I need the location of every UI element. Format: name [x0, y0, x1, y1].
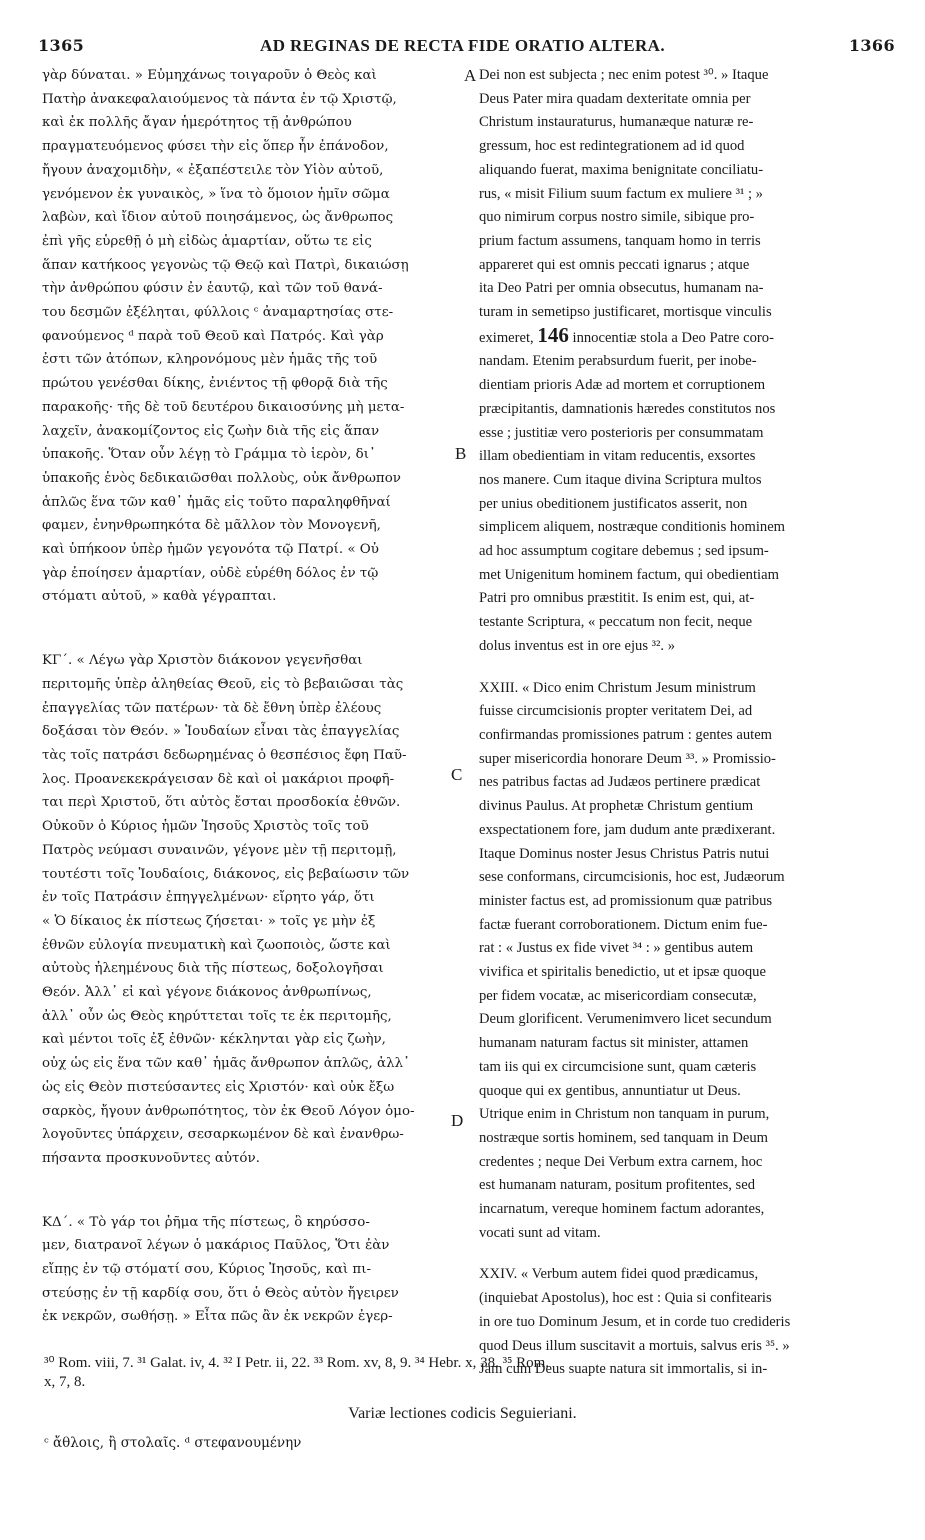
latin-block-2 [479, 677, 897, 1246]
text-line: γὰρ ἐποίησεν ἁμαρτίαν, οὐδὲ εὑρέθη δόλος ἐν τῷ [42, 565, 379, 581]
text-line: σαρκὸς, ἤγουν ἀνθρωπότητος, τὸν ἐκ Θεοῦ Λόγον ὁμο- [42, 1103, 415, 1119]
running-title: AD REGINAS DE RECTA FIDE ORATIO ALTERA. [260, 36, 665, 55]
text-line: ὑπακοῆς. Ὅταν οὖν λέγῃ τὸ Γράμμα τὸ ἱερὸν, δι᾽ [42, 447, 376, 463]
text-line: λαβὼν, καὶ ἴδιον αὐτοῦ ποιησάμενος, ὡς ἄνθρωπος [42, 210, 394, 226]
text-line: met Unigenitum hominem factum, qui obedientiam [479, 566, 779, 583]
text-line: aliquando fuerat, maxima benignitate conciliatu- [479, 161, 764, 178]
text-line: Deus Pater mira quadam dexteritate omnia per [479, 90, 751, 107]
text-line: καὶ ὑπήκοον ὑπὲρ ἡμῶν γεγονότα τῷ Πατρί. « Οὐ [42, 542, 379, 558]
text-line: ἐστι τῶν ἀτόπων, κληρονόμους μὲν ἡμᾶς τῆς τοῦ [42, 352, 378, 368]
text-line: ται περὶ Χριστοῦ, ὅτι αὐτὸς ἔσται προσδοκία ἐθνῶν. [42, 795, 401, 811]
margin-letter-c: C [451, 765, 463, 784]
text-line: fuisse circumcisionis propter veritatem Dei, ad [479, 703, 753, 720]
greek-block-3 [42, 1211, 460, 1330]
text-line: quod Deus illum suscitavit a mortuis, salvus eris ³⁵. » [479, 1337, 790, 1354]
text-line: exspectationem fore, jam dudum ante prædixerant. [479, 821, 776, 838]
text-line: quo nimirum corpus nostro simile, sibique pro- [479, 209, 755, 226]
text-line: Deum glorificent. Verumenimvero licet secundum [479, 1011, 772, 1028]
latin-block-1 [479, 64, 897, 659]
text-line: nes patribus factas ad Judæos pertinere prædicat [479, 774, 761, 791]
text-line: illam obedientiam in vitam reducentis, exsortes [479, 448, 756, 465]
text-line: turam in semetipso justificaret, mortisque vinculis [479, 304, 772, 321]
text-line: καὶ μέντοι τοῖς ἐξ ἐθνῶν· κέκληνται γὰρ εἰς ζωὴν, [42, 1032, 386, 1048]
text-line: Itaque Dominus noster Jesus Christus Patris nutui [479, 845, 770, 862]
text-line: γὰρ δύναται. » Εὐμηχάνως τοιγαροῦν ὁ Θεὸς καὶ [42, 68, 377, 83]
text-line: humanam naturam factus sit minister, attamen [479, 1035, 749, 1052]
text-line: δοξάσαι τὸν Θεόν. » Ἰουδαίων εἶναι τὰς ἐπαγγελίας [42, 724, 400, 740]
text-line: sese conformans, circumcisionis, hoc est, Judæorum [479, 869, 785, 886]
text-line: φαμεν, ἐνηνθρωπηκότα δὲ μᾶλλον τὸν Μονογενῆ, [42, 518, 381, 534]
text-line: ἐκ νεκρῶν, σωθήσῃ. » Εἶτα πῶς ἂν ἐκ νεκρῶν ἐγερ- [42, 1309, 393, 1325]
text-line: ὡς εἰς Θεὸν πιστεύσαντες εἰς Χριστόν· καὶ οὐκ ἔξω [42, 1079, 395, 1095]
text-line: nandam. Etenim perabsurdum fuerit, per inobe- [479, 353, 757, 370]
text-line: nostræque sortis hominem, sed tanquam in Deum [479, 1129, 769, 1146]
text-line: credentes ; neque Dei Verbum extra carnem, hoc [479, 1153, 763, 1170]
text-line: Jam cum Deus suapte natura sit immortalis, si in- [479, 1361, 768, 1378]
text-line: dientiam prioris Adæ ad mortem et corruptionem [479, 377, 766, 394]
text-fragment: innocentiæ stola a Deo Patre coro- [572, 329, 774, 346]
text-line: Christum instauraturus, humanæque naturæ re- [479, 114, 754, 131]
text-line: λαχεῖν, ἀνακομίζοντος εἰς ζωὴν διὰ τῆς εἰς ἅπαν [42, 423, 380, 439]
text-line: παρακοῆς· τῆς δὲ τοῦ δευτέρου δικαιοσύνης μὴ μετα- [42, 399, 405, 415]
text-line: Οὐκοῦν ὁ Κύριος ἡμῶν Ἰησοῦς Χριστὸς τοῖς τοῦ [42, 819, 369, 835]
text-line: ἐθνῶν εὐλογία πνευματικὴ καὶ ζωοποιὸς, ὥστε καὶ [42, 937, 391, 953]
text-line: Πατρὸς νεύμασι συναινῶν, γέγονε μὲν τῇ περιτομῇ, [42, 842, 397, 858]
text-line: ΚΔ΄. « Τὸ γάρ τοι ῥῆμα τῆς πίστεως, ὃ κηρύσσο- [42, 1214, 370, 1230]
text-line: τὰς τοῖς πατράσι δεδωρημένας ὁ θεσπέσιος ἔφη Παῦ- [42, 747, 407, 763]
left-page-number: 1365 [38, 36, 85, 55]
text-fragment: eximeret, [479, 329, 538, 346]
text-line: confirmandas promissiones patrum : gentes autem [479, 726, 773, 743]
text-line: factæ fuerant corroborationem. Dictum enim fue- [479, 916, 768, 933]
text-line: rus, « misit Filium suum factum ex muliere ³¹ ; » [479, 185, 763, 202]
text-line: ἁπλῶς ἕνα τῶν καθ᾽ ἡμᾶς εἰς τοῦτο παραληφθῆναί [42, 494, 391, 510]
text-line: est humanam naturam, positum profitentes, sed [479, 1177, 756, 1194]
text-line: nos manere. Cum itaque divina Scriptura multos [479, 471, 762, 488]
text-line: per unius obeditionem justificatos asserit, non [479, 495, 748, 512]
footnotes [44, 1354, 884, 1392]
text-line: περιτομῆς ὑπὲρ ἀληθείας Θεοῦ, εἰς τὸ βεβαιῶσαι τὰς [42, 676, 404, 692]
text-line-with-page-marker [479, 322, 897, 351]
latin-column [479, 64, 897, 1382]
text-line: rat : « Justus ex fide vivet ³⁴ : » gentibus autem [479, 940, 754, 957]
text-line: gressum, hoc est redintegrationem ad id quod [479, 138, 745, 155]
text-line: (inquiebat Apostolus), hoc est : Quia si confitearis [479, 1290, 772, 1307]
footnote-line: x, 7, 8. [44, 1374, 86, 1390]
text-line: incarnatum, vereque hominem factum adorantes, [479, 1201, 765, 1218]
text-line: ἤγουν ἀναχομιδὴν, « ἐξαπέστειλε τὸν Υἱὸν αὐτοῦ, [42, 162, 384, 178]
text-line: ἐπὶ γῆς εὑρεθῇ ὁ μὴ εἰδὼς ἁμαρτίαν, οὕτω τε εἰς [42, 233, 372, 249]
text-line: dolus inventus est in ore ejus ³². » [479, 637, 676, 654]
text-line: divinus Paulus. At prophetæ Christum gentium [479, 798, 754, 815]
text-line: Πατὴρ ἀνακεφαλαιούμενος τὰ πάντα ἐν τῷ Χριστῷ, [42, 91, 397, 107]
text-line: in ore tuo Dominum Jesum, et in corde tuo credideris [479, 1313, 791, 1330]
text-line: vocati sunt ad vitam. [479, 1224, 601, 1241]
text-line: λος. Προανεκεκράγεισαν δὲ καὶ οἱ μακάριοι προφῆ- [42, 771, 395, 787]
text-line: ὑπακοῆς ἑνὸς δεδικαιῶσθαι πολλοὺς, οὐκ ἄνθρωπον [42, 470, 401, 486]
text-line: quoque qui ex gentibus, annuntiatur ut Deus. [479, 1082, 741, 1099]
text-line: πήσαντα προσκυνοῦντες αὐτόν. [42, 1150, 260, 1166]
text-line: per fidem vocatæ, ac misericordiam consecutæ, [479, 987, 757, 1004]
greek-block-1 [42, 64, 460, 609]
text-line: οὐχ ὡς εἰς ἕνα τῶν καθ᾽ ἡμᾶς ἄνθρωπον ἁπλῶς, ἀλλ᾽ [42, 1056, 410, 1072]
text-line: tam iis qui ex circumcisione sunt, quam cæteris [479, 1058, 757, 1075]
footnote-line: ³⁰ Rom. viii, 7. ³¹ Galat. iv, 4. ³² I Petr. ii, 22. ³³ Rom. xv, 8, 9. ³⁴ Hebr. x, 38. ³⁵ Rom. [44, 1355, 549, 1371]
text-line: vivifica et spiritalis benedictio, ut et ipsæ quoque [479, 964, 766, 981]
text-line: minister factus est, ad promissionum quæ patribus [479, 892, 773, 909]
variant-readings: ᶜ ἄθλοις, ἢ στολαῖς. ᵈ στεφανουμένην [44, 1435, 302, 1451]
text-line: præcipitantis, damnationis hæredes constitutos nos [479, 400, 776, 417]
text-line: ἐν τοῖς Πατράσιν ἐπηγγελμένων· εἴρητο γάρ, ὅτι [42, 890, 375, 906]
text-line: esse ; justitiæ vero posterioris per consummatam [479, 424, 764, 441]
greek-block-2 [42, 649, 463, 1170]
text-line: ita Deo Patri per omnia obsecutus, humanam na- [479, 280, 764, 297]
text-line: Dei non est subjecta ; nec enim potest ³⁰. » Itaque [479, 67, 769, 83]
margin-letter-a: A [464, 66, 477, 85]
text-line: « Ὁ δίκαιος ἐκ πίστεως ζήσεται· » τοῖς γε μὴν ἐξ [42, 913, 376, 929]
text-line: super misericordia honorare Deum ³³. » Promissio- [479, 750, 776, 767]
text-line: ΚΓ΄. « Λέγω γὰρ Χριστὸν διάκονον γεγενῆσθαι [42, 653, 363, 669]
text-line: λογοῦντες ὑπάρχειν, σεσαρκωμένον δὲ καὶ ἐνανθρω- [42, 1127, 404, 1143]
text-line: εἴπῃς ἐν τῷ στόματί σου, Κύριος Ἰησοῦς, καὶ πι- [42, 1262, 371, 1278]
variant-readings-title: Variæ lectiones codicis Seguieriani. [348, 1405, 577, 1422]
text-line: ἅπαν κατήκοος γεγονὼς τῷ Θεῷ καὶ Πατρὶ, δικαιώσῃ [42, 257, 409, 273]
greek-column [42, 64, 463, 1329]
text-line: Θεόν. Ἀλλ᾽ εἰ καὶ γέγονε διάκονος ἀνθρωπίνως, [42, 985, 372, 1001]
text-line: Patri pro omnibus præstitit. Is enim est, qui, at- [479, 590, 755, 607]
text-line: ad hoc assumptum cogitare debemus ; sed ipsum- [479, 543, 769, 560]
right-page-number: 1366 [848, 36, 895, 55]
margin-letter-b: B [455, 444, 467, 463]
text-line: γενόμενον ἐκ γυναικὸς, » ἵνα τὸ ὅμοιον ἡμῖν σῶμα [42, 186, 390, 202]
text-line: XXIII. « Dico enim Christum Jesum ministrum [479, 679, 756, 696]
text-line: τὴν ἀνθρώπου φύσιν ἐν ἑαυτῷ, καὶ τῶν τοῦ θανά- [42, 281, 383, 297]
text-line: στόματι αὐτοῦ, » καθὰ γέγραπται. [42, 589, 277, 605]
text-line: ἐπαγγελίας τῶν πατέρων· τὰ δὲ ἔθνη ὑπὲρ ἐλέους [42, 700, 382, 716]
text-line: simplicem aliquem, nostræque conditionis hominem [479, 519, 786, 536]
inline-page-number: 146 [537, 322, 569, 347]
text-line: φανούμενος ᵈ παρὰ τοῦ Θεοῦ καὶ Πατρός. Καὶ γὰρ [42, 328, 384, 344]
text-line: πραγματευόμενος φύσει τὴν εἰς ὅπερ ἦν ἐπάνοδον, [42, 139, 389, 155]
text-line: του δεσμῶν ἐξέληται, φύλλοις ᶜ ἀναμαρτησίας στε- [42, 305, 394, 321]
text-line: στεύσῃς ἐν τῇ καρδίᾳ σου, ὅτι ὁ Θεὸς αὐτὸν ἤγειρεν [42, 1285, 399, 1301]
text-line: prium factum assumens, tanquam homo in terris [479, 232, 761, 249]
text-line: αὐτοὺς ἠλεημένους διὰ τῆς πίστεως, δοξολογῆσαι [42, 961, 384, 977]
text-line: Utrique enim in Christum non tanquam in purum, [479, 1106, 770, 1123]
text-line: μεν, διατρανοῖ λέγων ὁ μακάριος Παῦλος, Ὅτι ἐὰν [42, 1238, 390, 1254]
text-line: ἀλλ᾽ οὖν ὡς Θεὸς κηρύττεται τοῖς τε ἐκ περιτομῆς, [42, 1008, 392, 1024]
text-line: XXIV. « Verbum autem fidei quod prædicamus, [479, 1266, 759, 1283]
text-line: καὶ ἐκ πολλῆς ἄγαν ἡμερότητος τῇ ἀνθρώπου [42, 115, 352, 131]
margin-letter-d: D [451, 1111, 464, 1130]
text-line: testante Scriptura, « peccatum non fecit, neque [479, 614, 753, 631]
text-line: τουτέστι τοῖς Ἰουδαίοις, διάκονος, εἰς βεβαίωσιν τῶν [42, 866, 410, 882]
text-line: appareret qui est omnis peccati ignarus ; atque [479, 256, 750, 273]
text-line: πρώτου γενέσθαι δίκης, ἐνιέντος τῇ φθορᾷ διὰ τῆς [42, 376, 388, 392]
